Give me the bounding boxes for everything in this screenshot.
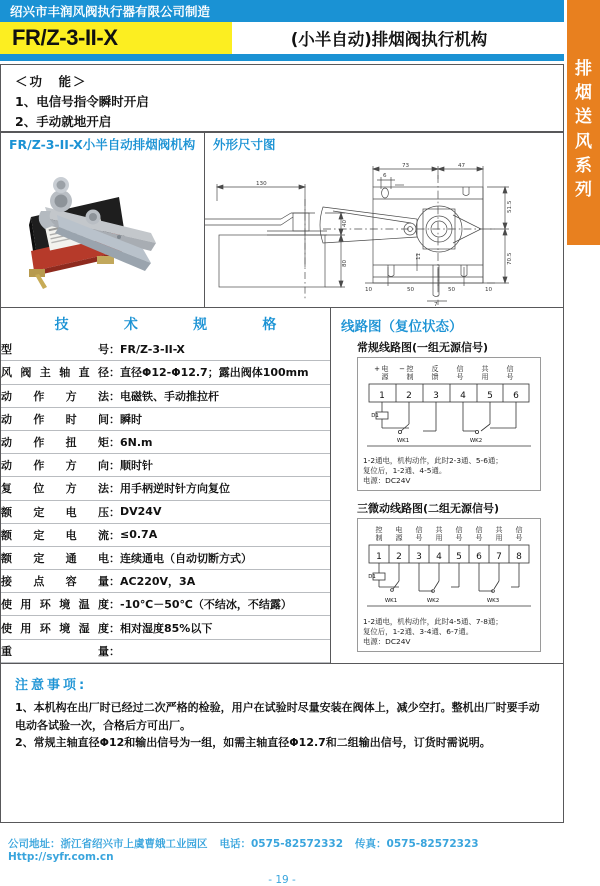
- spec-title-char-1: 术: [123, 317, 138, 334]
- svg-text:控: 控: [406, 365, 414, 374]
- spec-row: [1, 361, 330, 384]
- dim-80: 80: [342, 259, 348, 267]
- spec-colon: ：: [109, 477, 120, 500]
- spec-table: [1, 338, 330, 663]
- model-code: FR/Z-3-II-X: [12, 25, 118, 50]
- dim-73: 73: [402, 162, 410, 169]
- spec-title-char-0: 技: [54, 317, 69, 334]
- side-tab-char-4: 系: [575, 155, 592, 176]
- svg-text:共: 共: [435, 525, 443, 534]
- wiring-note-1-1: 复位后，1-2通、4-5通。: [363, 466, 447, 476]
- tel-value: 0575-82572332: [251, 838, 344, 850]
- function-item-1: 2、手动就地开启: [15, 113, 112, 129]
- svg-text:用: 用: [481, 373, 489, 382]
- wiring-subtitle-2: 三微动线路图(二组无源信号): [357, 501, 500, 515]
- dim-10-left: 10: [365, 286, 373, 293]
- tel-label: 电话：: [219, 838, 251, 850]
- spec-value: 6N.m: [120, 430, 330, 453]
- svg-text:共: 共: [495, 525, 503, 534]
- side-tab-char-1: 烟: [575, 83, 592, 104]
- photo-caption-cell: [1, 133, 205, 155]
- switch2-label-wk3: WK3: [486, 597, 500, 604]
- product-photo-cell: [1, 155, 205, 307]
- terminal2-4: 4: [436, 551, 442, 562]
- spec-colon: ：: [109, 593, 120, 616]
- spec-label: 重量: [1, 639, 109, 662]
- svg-text:反: 反: [431, 365, 439, 374]
- spec-section: [1, 308, 331, 663]
- side-tab-char-0: 排: [575, 59, 592, 80]
- visual-row: [1, 155, 563, 307]
- spec-label: 使用环境湿度: [1, 616, 109, 639]
- wiring-subtitle-1: 常规线路图(一组无源信号): [357, 341, 489, 355]
- svg-text:馈: 馈: [431, 373, 439, 382]
- spec-row: [1, 570, 330, 593]
- wiring-diagram-2: [357, 518, 541, 652]
- function-title: ＜功 能＞: [15, 74, 88, 89]
- page-number: - 19 -: [268, 874, 296, 886]
- company-banner: [0, 0, 564, 22]
- spec-row: [1, 500, 330, 523]
- svg-text:共: 共: [481, 365, 489, 374]
- spec-row: [1, 384, 330, 407]
- wiring-section: [331, 308, 563, 663]
- spec-label: 风阀主轴直径: [1, 361, 109, 384]
- svg-text:号: 号: [475, 533, 483, 542]
- switch2-label-wk2: WK2: [426, 597, 440, 604]
- spec-value: 连续通电（自动切断方式）: [120, 546, 330, 569]
- spec-value: 电磁铁、手动推拉杆: [120, 384, 330, 407]
- terminal2-5: 5: [456, 551, 462, 562]
- product-photo: [1, 155, 205, 307]
- svg-text:信: 信: [456, 365, 464, 374]
- spec-row: [1, 639, 330, 662]
- spec-label: 接点容量: [1, 570, 109, 593]
- switch-label-wk1: WK1: [396, 438, 410, 445]
- svg-text:电: 电: [395, 525, 403, 534]
- notes-item-0: 1、本机构在出厂时已经过二次严格的检验，用户在试验时尽量安装在阀体上，减少空打。整机出厂时要手动电动各试验一次，合格后方可出厂。: [15, 701, 540, 732]
- spec-title-char-3: 格: [262, 317, 277, 334]
- spec-row: [1, 407, 330, 430]
- spec-row: [1, 616, 330, 639]
- spec-colon: ：: [109, 338, 120, 361]
- footer-contact-line: [0, 836, 564, 863]
- terminal2-8: 8: [516, 551, 522, 562]
- spec-value: -10℃－50℃（不结冰，不结露）: [120, 593, 330, 616]
- function-item-0: 1、电信号指令瞬时开启: [15, 93, 149, 109]
- spec-row: [1, 430, 330, 453]
- svg-text:制: 制: [375, 533, 383, 542]
- spec-row: [1, 593, 330, 616]
- switch-label-wk2: WK2: [469, 438, 483, 445]
- notes-section: [1, 664, 563, 822]
- terminal2-3: 3: [416, 551, 422, 562]
- terminal2-2: 2: [396, 551, 402, 562]
- wiring-note-2-0: 1-2通电，机构动作，此时4-5通、7-8通；: [363, 616, 503, 626]
- svg-text:源: 源: [395, 533, 403, 542]
- terminal2-7: 7: [496, 551, 502, 562]
- spec-label: 使用环境温度: [1, 593, 109, 616]
- dim-130: 130: [256, 180, 267, 187]
- dim-6: 6: [383, 172, 387, 179]
- fax-value: 0575-82572323: [386, 838, 479, 850]
- svg-text:+: +: [374, 365, 380, 374]
- dim-50-right: 50: [448, 286, 456, 293]
- spec-value: AC220V，3A: [120, 570, 330, 593]
- wiring-note-2-1: 复位后，1-2通、3-4通、6-7通。: [363, 626, 474, 636]
- wiring-svg-2: [363, 523, 535, 615]
- spec-value: 相对湿度85%以下: [120, 616, 330, 639]
- spec-label: 动作方向: [1, 454, 109, 477]
- svg-text:用: 用: [495, 533, 503, 542]
- terminal2-1: 1: [376, 551, 382, 562]
- svg-text:号: 号: [415, 533, 423, 542]
- terminal-6: 6: [513, 391, 519, 402]
- title-row: [0, 22, 564, 54]
- svg-text:号: 号: [456, 373, 464, 382]
- spec-colon: ：: [109, 523, 120, 546]
- spec-label: 动作方法: [1, 384, 109, 407]
- spec-row: [1, 477, 330, 500]
- spec-colon: ：: [109, 616, 120, 639]
- notes-item-1: 2、常规主轴直径Φ12和输出信号为一组，如需主轴直径Φ12.7和二组输出信号，订货时需说明。: [15, 736, 491, 750]
- wiring-diagram-1: [357, 357, 541, 491]
- wiring-svg-1: [363, 362, 535, 454]
- spec-value: [120, 639, 330, 662]
- side-tab-char-2: 送: [575, 107, 592, 128]
- function-section: [1, 65, 563, 131]
- wiring-title: 线路图（复位状态）: [341, 319, 463, 336]
- spec-value: FR/Z-3-II-X: [120, 338, 330, 361]
- wiring-note-1-0: 1-2通电，机构动作，此时2-3通、5-6通；: [363, 456, 503, 466]
- website-url[interactable]: Http://syfr.com.cn: [8, 851, 114, 863]
- spec-colon: ：: [109, 500, 120, 523]
- spec-value: 用手柄逆时针方向复位: [120, 477, 330, 500]
- switch2-label-wk1: WK1: [384, 597, 398, 604]
- spec-value: DV24V: [120, 500, 330, 523]
- spec-row: [1, 454, 330, 477]
- svg-text:信: 信: [515, 525, 523, 534]
- spec-title-char-2: 规: [193, 317, 208, 334]
- address-label: 公司地址：: [8, 838, 61, 850]
- spec-row: [1, 546, 330, 569]
- spec-value: 直径Φ12-Φ12.7；露出阀体100mm: [120, 361, 330, 384]
- main-frame: [0, 64, 564, 823]
- caption-row: [1, 133, 563, 155]
- company-name: 绍兴市丰润风阀执行器有限公司制造: [10, 4, 211, 19]
- spec-value: 瞬时: [120, 407, 330, 430]
- page-footer: [0, 836, 564, 886]
- spec-colon: ：: [109, 430, 120, 453]
- terminal-5: 5: [487, 391, 493, 402]
- notes-heading: 注意事项:: [15, 678, 88, 694]
- side-tab-char-5: 列: [575, 179, 592, 200]
- spec-row: [1, 338, 330, 361]
- svg-text:号: 号: [515, 533, 523, 542]
- spec-label: 额定电流: [1, 523, 109, 546]
- svg-text:用: 用: [435, 533, 443, 542]
- dim-50-left: 50: [407, 286, 415, 293]
- spec-colon: ：: [109, 546, 120, 569]
- svg-text:信: 信: [455, 525, 463, 534]
- spec-value: 顺时针: [120, 454, 330, 477]
- spec-label: 复位方法: [1, 477, 109, 500]
- svg-text:电: 电: [381, 365, 389, 374]
- terminal-4: 4: [460, 391, 466, 402]
- spec-title: [1, 308, 330, 338]
- dimension-drawing-cell: [205, 155, 563, 307]
- spec-row: [1, 523, 330, 546]
- address-value: 浙江省绍兴市上虞曹娥工业园区: [60, 838, 208, 850]
- svg-text:号: 号: [455, 533, 463, 542]
- dim-40: 40: [342, 219, 348, 227]
- product-name: (小半自动)排烟阀执行机构: [290, 30, 488, 49]
- spec-colon: ：: [109, 639, 120, 662]
- dim-51-5: 51.5: [507, 200, 513, 213]
- terminal-2: 2: [406, 391, 412, 402]
- dim-11: 11: [416, 252, 422, 260]
- product-name-area: [232, 22, 564, 54]
- dim-10-right: 10: [485, 286, 493, 293]
- spec-label: 型号: [1, 338, 109, 361]
- svg-text:−: −: [399, 365, 405, 374]
- spec-colon: ：: [109, 384, 120, 407]
- model-code-badge: [0, 22, 232, 54]
- spec-and-wiring-row: [1, 308, 563, 663]
- spec-label: 额定通电: [1, 546, 109, 569]
- svg-text:源: 源: [381, 373, 389, 382]
- drawing-caption: 外形尺寸图: [213, 136, 276, 152]
- svg-text:信: 信: [415, 525, 423, 534]
- fax-label: 传真：: [355, 838, 387, 850]
- terminal-1: 1: [379, 391, 385, 402]
- spec-label: 动作时间: [1, 407, 109, 430]
- wiring-note-2-2: 电源：DC24V: [363, 636, 411, 646]
- spec-label: 额定电压: [1, 500, 109, 523]
- dimension-drawings: [205, 155, 563, 307]
- header-blue-rule: [0, 54, 564, 61]
- dim-7: 7: [434, 301, 438, 308]
- coil-label: D1: [371, 413, 379, 420]
- svg-text:控: 控: [375, 525, 383, 534]
- svg-text:信: 信: [506, 365, 514, 374]
- spec-label: 动作扭矩: [1, 430, 109, 453]
- drawing-caption-cell: [205, 133, 563, 155]
- coil-label-2: D1: [368, 573, 376, 580]
- svg-text:信: 信: [475, 525, 483, 534]
- svg-text:号: 号: [506, 373, 514, 382]
- spec-value: ≤0.7A: [120, 523, 330, 546]
- spec-colon: ：: [109, 454, 120, 477]
- terminal-3: 3: [433, 391, 439, 402]
- photo-caption: FR/Z-3-II-X小半自动排烟阀机构: [9, 136, 196, 152]
- spec-colon: ：: [109, 407, 120, 430]
- series-side-tab: [567, 0, 600, 245]
- spec-colon: ：: [109, 570, 120, 593]
- dim-70-5: 70.5: [507, 252, 513, 265]
- wiring-note-1-2: 电源：DC24V: [363, 476, 411, 486]
- svg-text:制: 制: [406, 373, 414, 382]
- side-tab-char-3: 风: [575, 131, 592, 152]
- dim-47: 47: [458, 162, 466, 169]
- spec-colon: ：: [109, 361, 120, 384]
- terminal2-6: 6: [476, 551, 482, 562]
